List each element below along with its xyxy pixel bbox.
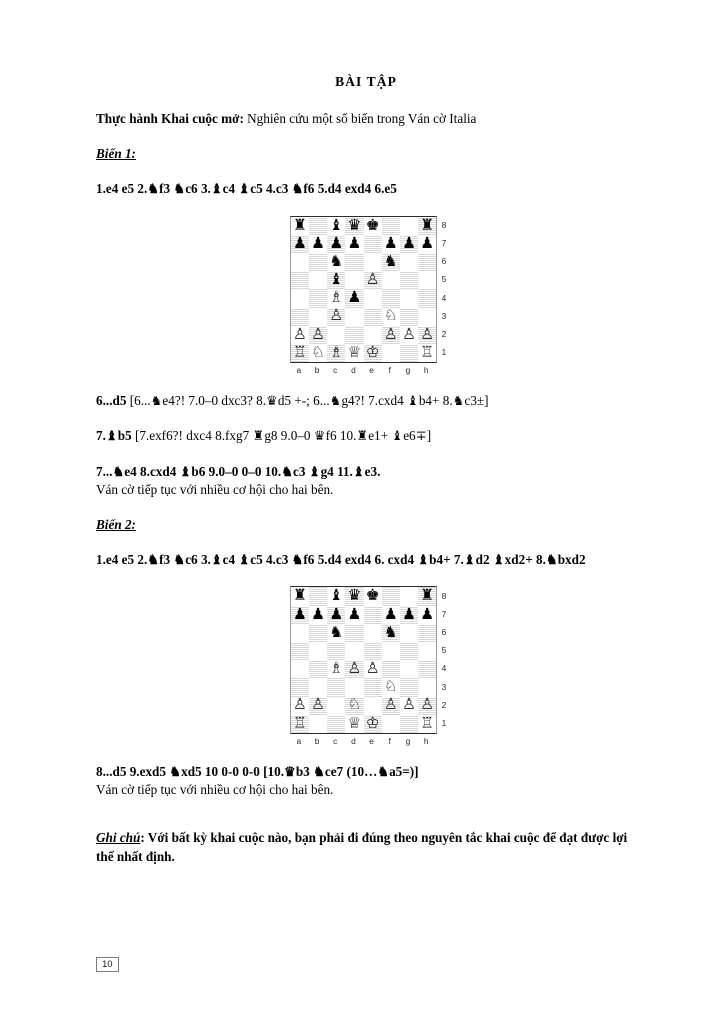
chess-piece-icon: ♖ (292, 342, 307, 361)
board-square (382, 678, 400, 696)
chess-piece-icon: ♔ (365, 713, 380, 732)
board-square (291, 715, 309, 733)
chess-piece-icon: ♟ (292, 233, 307, 252)
board-square (345, 289, 363, 307)
board-square (418, 308, 436, 326)
board-square (418, 642, 436, 660)
board-square (400, 660, 418, 678)
board-square (382, 217, 400, 235)
section-2-main-line: 1.e4 e5 2.♞f3 ♞c6 3.♝c4 ♝c5 4.c3 ♞f6 5.d4 exd4 6. cxd4 ♝b4+ 7.♝d2 ♝xd2+ 8.♞bxd2 (96, 552, 586, 568)
board-square (309, 587, 327, 605)
board-square (327, 344, 345, 362)
chess-piece-icon: ♖ (420, 342, 435, 361)
board-square (382, 660, 400, 678)
board-square (364, 289, 382, 307)
footnote-paragraph (96, 829, 636, 865)
board-square (345, 253, 363, 271)
board-square (418, 606, 436, 624)
board-square (291, 235, 309, 253)
chess-piece-icon: ♘ (383, 306, 398, 325)
chess-piece-icon: ♙ (383, 695, 398, 714)
rank-label: 3 (441, 681, 447, 692)
board-square (400, 326, 418, 344)
board-square (309, 271, 327, 289)
board-square (382, 697, 400, 715)
chess-piece-icon: ♟ (292, 604, 307, 623)
board-square (345, 697, 363, 715)
section-1-note-1 (96, 392, 636, 410)
section-1-conclusion-moves: 7...♞e4 8.cxd4 ♝b6 9.0–0 0–0 10.♞c3 ♝g4 11.♝e3. (96, 463, 381, 479)
intro-text: Nghiên cứu một số biến trong Ván cờ Italia (243, 111, 477, 126)
board-square (309, 642, 327, 660)
section-2-conclusion-text: Ván cờ tiếp tục với nhiều cơ hội cho hai bên. (96, 782, 334, 798)
board-square (382, 715, 400, 733)
board-square (309, 326, 327, 344)
chess-diagram-2-container (96, 586, 636, 745)
file-label: f (388, 735, 391, 746)
chess-piece-icon: ♗ (329, 659, 344, 678)
board-square (382, 344, 400, 362)
board-square (400, 697, 418, 715)
board-square (327, 253, 345, 271)
file-label: g (405, 735, 411, 746)
board-square (364, 253, 382, 271)
board-square (418, 271, 436, 289)
chess-piece-icon: ♕ (347, 713, 362, 732)
chess-piece-icon: ♝ (329, 215, 344, 234)
file-label: d (351, 365, 356, 376)
board-square (418, 289, 436, 307)
board-square (364, 217, 382, 235)
board-square (400, 308, 418, 326)
board-square (291, 289, 309, 307)
chess-piece-icon: ♙ (292, 695, 307, 714)
board-square (327, 697, 345, 715)
board-square (382, 235, 400, 253)
board-square (364, 235, 382, 253)
chess-piece-icon: ♙ (329, 306, 344, 325)
board-square (327, 235, 345, 253)
board-square (345, 678, 363, 696)
file-labels (290, 736, 436, 746)
document-body (96, 74, 636, 883)
board-square (345, 326, 363, 344)
board-square (327, 660, 345, 678)
board-square (364, 642, 382, 660)
chess-piece-icon: ♘ (311, 342, 325, 361)
chess-piece-icon: ♙ (365, 270, 380, 289)
chess-piece-icon: ♙ (402, 324, 416, 343)
file-label: d (351, 735, 356, 746)
chess-board (290, 216, 438, 364)
chess-piece-icon: ♙ (347, 659, 362, 678)
chess-piece-icon: ♟ (329, 233, 344, 252)
chess-piece-icon: ♖ (420, 713, 435, 732)
board-square (400, 606, 418, 624)
footnote-label: Ghi chú (96, 830, 141, 846)
board-square (400, 587, 418, 605)
board-square (291, 253, 309, 271)
board-square (382, 326, 400, 344)
board-square (418, 235, 436, 253)
board-square (345, 587, 363, 605)
board-square (400, 642, 418, 660)
rank-label: 3 (441, 310, 447, 321)
file-label: c (333, 365, 338, 376)
chess-piece-icon: ♟ (311, 233, 325, 252)
rank-label: 5 (441, 274, 447, 285)
chess-piece-icon: ♟ (420, 604, 435, 623)
file-label: b (314, 365, 320, 376)
chess-piece-icon: ♟ (311, 604, 325, 623)
file-label: g (405, 365, 411, 376)
board-square (345, 308, 363, 326)
board-square (364, 587, 382, 605)
board-square (291, 624, 309, 642)
board-square (309, 308, 327, 326)
board-square (291, 344, 309, 362)
chess-piece-icon: ♙ (420, 695, 435, 714)
board-square (382, 271, 400, 289)
board-square (309, 606, 327, 624)
board-square (382, 289, 400, 307)
section-2-heading (96, 516, 636, 534)
chess-piece-icon: ♜ (292, 215, 307, 234)
board-square (327, 326, 345, 344)
chess-piece-icon: ♙ (365, 659, 380, 678)
chess-piece-icon: ♞ (329, 251, 344, 270)
board-square (309, 697, 327, 715)
note-move: 6...d5 (96, 393, 127, 409)
chess-piece-icon: ♛ (347, 215, 362, 234)
section-1-heading (96, 145, 636, 163)
board-square (364, 344, 382, 362)
board-square (327, 642, 345, 660)
board-square (364, 678, 382, 696)
chess-piece-icon: ♞ (383, 622, 398, 641)
chess-piece-icon: ♜ (420, 586, 435, 605)
rank-label: 7 (441, 608, 447, 619)
board-square (327, 289, 345, 307)
board-square (291, 660, 309, 678)
chess-piece-icon: ♛ (347, 586, 362, 605)
chess-piece-icon: ♙ (383, 324, 398, 343)
rank-labels (440, 216, 447, 362)
chess-piece-icon: ♙ (292, 324, 307, 343)
board-square (309, 235, 327, 253)
rank-label: 2 (441, 699, 447, 710)
board-square (418, 326, 436, 344)
board-square (345, 217, 363, 235)
chess-piece-icon: ♗ (329, 342, 344, 361)
board-square (291, 678, 309, 696)
board-square (364, 271, 382, 289)
board-square (291, 697, 309, 715)
board-square (291, 606, 309, 624)
board-square (400, 344, 418, 362)
board-square (309, 344, 327, 362)
chess-diagram-1-container (96, 216, 636, 375)
note-variation: [6...♞e4?! 7.0–0 dxc3? 8.♛d5 +-; 6...♞g4?! 7.cxd4 ♝b4+ 8.♞c3±] (126, 393, 489, 409)
board-square (327, 308, 345, 326)
board-square (418, 587, 436, 605)
board-square (382, 253, 400, 271)
chess-piece-icon: ♘ (383, 677, 398, 696)
board-square (309, 253, 327, 271)
board-square (291, 217, 309, 235)
board-square (327, 587, 345, 605)
board-square (291, 271, 309, 289)
file-label: e (369, 735, 374, 746)
chess-piece-icon: ♟ (347, 288, 362, 307)
page-title: BÀI TẬP (335, 74, 397, 89)
section-2-conclusion-moves: 8...d5 9.exd5 ♞xd5 10 0-0 0-0 [10.♛b3 ♞ce7 (10…♞a5=)] (96, 763, 419, 779)
board-square (345, 624, 363, 642)
chess-board (290, 586, 438, 734)
chess-piece-icon: ♚ (365, 215, 380, 234)
section-1-main-line: 1.e4 e5 2.♞f3 ♞c6 3.♝c4 ♝c5 4.c3 ♞f6 5.d4 exd4 6.e5 (96, 181, 397, 197)
rank-label: 7 (441, 237, 447, 248)
board-square (400, 217, 418, 235)
board-square (364, 624, 382, 642)
chess-piece-icon: ♟ (402, 604, 416, 623)
chess-piece-icon: ♖ (292, 713, 307, 732)
section-2-heading-text: Biến 2: (96, 517, 136, 533)
board-square (418, 715, 436, 733)
chess-piece-icon: ♜ (292, 586, 307, 605)
footnote-text: : Với bất kỳ khai cuộc nào, bạn phải đi đúng theo nguyên tắc khai cuộc để đạt được lợi thế nhất định. (96, 830, 628, 864)
board-square (364, 606, 382, 624)
board-square (418, 697, 436, 715)
file-label: h (423, 365, 429, 376)
board-square (345, 235, 363, 253)
chess-piece-icon: ♞ (383, 251, 398, 270)
board-square (327, 624, 345, 642)
chess-piece-icon: ♞ (329, 622, 344, 641)
rank-label: 6 (441, 256, 447, 267)
intro-paragraph (96, 110, 636, 128)
board-square (418, 660, 436, 678)
board-square (309, 715, 327, 733)
file-label: a (296, 735, 302, 746)
chess-piece-icon: ♗ (329, 288, 344, 307)
chess-piece-icon: ♚ (365, 586, 380, 605)
file-label: c (333, 735, 338, 746)
intro-label: Thực hành Khai cuộc mở: (96, 111, 244, 126)
section-1-heading-text: Biến 1: (96, 146, 136, 162)
chess-piece-icon: ♙ (420, 324, 435, 343)
note-move: 7.♝b5 (96, 428, 132, 444)
rank-label: 1 (441, 347, 447, 358)
board-square (309, 678, 327, 696)
chess-piece-icon: ♟ (383, 604, 398, 623)
board-square (345, 715, 363, 733)
chess-piece-icon: ♟ (402, 233, 416, 252)
chess-piece-icon: ♜ (420, 215, 435, 234)
board-square (400, 271, 418, 289)
board-square (418, 678, 436, 696)
board-square (364, 715, 382, 733)
board-square (400, 624, 418, 642)
rank-label: 6 (441, 626, 447, 637)
board-square (364, 326, 382, 344)
section-1-conclusion-text: Ván cờ tiếp tục với nhiều cơ hội cho hai bên. (96, 481, 334, 497)
chess-piece-icon: ♟ (347, 233, 362, 252)
board-square (400, 289, 418, 307)
board-square (327, 715, 345, 733)
board-square (309, 660, 327, 678)
rank-label: 8 (441, 590, 447, 601)
rank-label: 8 (441, 219, 447, 230)
board-square (418, 253, 436, 271)
board-square (364, 308, 382, 326)
board-square (364, 697, 382, 715)
board-square (400, 715, 418, 733)
board-square (327, 678, 345, 696)
board-square (291, 642, 309, 660)
board-square (345, 344, 363, 362)
chess-diagram-1 (286, 216, 447, 375)
chess-piece-icon: ♙ (402, 695, 416, 714)
rank-label: 4 (441, 292, 447, 303)
chess-piece-icon: ♕ (347, 342, 362, 361)
rank-label: 1 (441, 717, 447, 728)
chess-piece-icon: ♟ (347, 604, 362, 623)
board-square (382, 308, 400, 326)
rank-label: 5 (441, 645, 447, 656)
board-square (309, 217, 327, 235)
board-square (309, 289, 327, 307)
chess-piece-icon: ♟ (383, 233, 398, 252)
board-square (345, 660, 363, 678)
board-square (364, 660, 382, 678)
board-square (418, 344, 436, 362)
chess-piece-icon: ♘ (347, 695, 362, 714)
board-square (400, 678, 418, 696)
section-1-note-2 (96, 427, 636, 445)
board-square (345, 642, 363, 660)
rank-label: 4 (441, 663, 447, 674)
chess-piece-icon: ♙ (311, 324, 325, 343)
file-label: e (369, 365, 374, 376)
note-variation: [7.exf6?! dxc4 8.fxg7 ♜g8 9.0–0 ♛f6 10.♜e1+ ♝e6∓] (131, 428, 432, 444)
board-square (291, 587, 309, 605)
rank-label: 2 (441, 328, 447, 339)
chess-piece-icon: ♙ (311, 695, 325, 714)
chess-diagram-2 (286, 586, 447, 745)
file-label: h (423, 735, 429, 746)
rank-labels (440, 586, 447, 732)
file-label: b (314, 735, 320, 746)
board-square (400, 235, 418, 253)
chess-piece-icon: ♝ (329, 586, 344, 605)
board-square (382, 642, 400, 660)
board-square (327, 606, 345, 624)
file-label: a (296, 365, 302, 376)
board-square (382, 606, 400, 624)
board-square (382, 587, 400, 605)
board-square (309, 624, 327, 642)
spacer (96, 816, 636, 829)
board-square (400, 253, 418, 271)
board-square (418, 624, 436, 642)
chess-piece-icon: ♟ (329, 604, 344, 623)
file-label: f (388, 365, 391, 376)
chess-piece-icon: ♝ (329, 270, 344, 289)
board-square (382, 624, 400, 642)
board-square (327, 217, 345, 235)
board-square (291, 308, 309, 326)
chess-piece-icon: ♔ (365, 342, 380, 361)
board-square (345, 606, 363, 624)
board-square (345, 271, 363, 289)
board-square (291, 326, 309, 344)
board-square (418, 217, 436, 235)
file-labels (290, 365, 436, 375)
chess-piece-icon: ♟ (420, 233, 435, 252)
page-number: 10 (96, 957, 119, 972)
board-square (327, 271, 345, 289)
